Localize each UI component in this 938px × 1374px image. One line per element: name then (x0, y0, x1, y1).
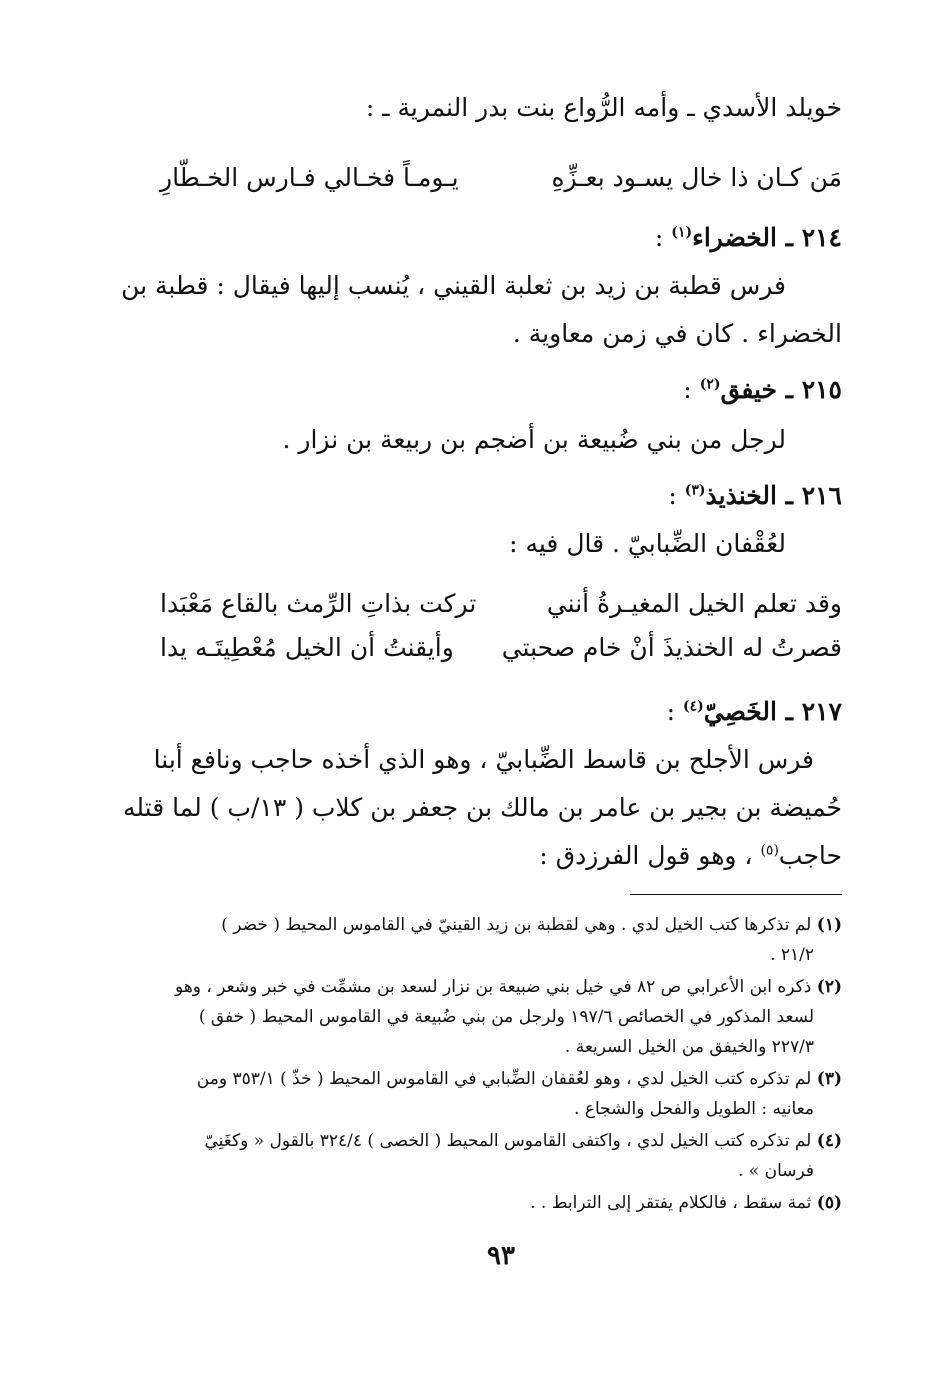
entry-colon: : (666, 697, 683, 726)
footnote-continuation: فرسان » . (737, 1161, 814, 1181)
footnote-continuation: ٢٢٧/٣ والخيفق من الخيل السريعة . (564, 1037, 814, 1057)
footnote-3 (160, 1064, 842, 1094)
verse-first-hemistich: وقد تعلم الخيل المغيـرةُ أنني (546, 589, 842, 618)
verse-second-hemistich: تركت بذاتِ الرِّمث بالقاع مَعْبَدا (160, 589, 477, 618)
paragraph-line: لرجل من بني ضُبيعة بن أضجم بن ربيعة بن نزار . (282, 425, 786, 454)
entry-heading-214 (160, 218, 842, 258)
verse-first-hemistich: قصرتُ له الخنذيذَ أنْ خام صحبتي (501, 633, 842, 662)
paragraph-line: فرس الأجلح بن قاسط الضِّبابيّ ، وهو الذي أخذه حاجب ونافع أبنا (153, 745, 814, 774)
entry-number: ٢١٤ ـ (776, 223, 842, 252)
entry-name: الخَصِيّ (703, 697, 777, 726)
entry-number: ٢١٦ ـ (776, 481, 842, 510)
footnote-text: ثمة سقط ، فالكلام يفتقر إلى الترابط . . (530, 1193, 812, 1213)
paragraph-line (160, 836, 842, 876)
page-number: ٩٣ (487, 1241, 515, 1271)
paragraph-text: حاجب (778, 841, 842, 870)
entry-colon: : (654, 223, 672, 252)
footnote-5 (160, 1188, 842, 1218)
paragraph-line: لعُقْفان الضِّبابيّ . قال فيه : (509, 529, 786, 558)
entry-number: ٢١٧ ـ (776, 697, 842, 726)
entry-colon: : (668, 481, 685, 510)
entry-name: الخضراء (692, 223, 777, 252)
entry-name: خيفق (720, 375, 777, 404)
entry-heading-216 (160, 476, 842, 516)
footnote-continuation: معانيه : الطويل والفحل والشجاع . (574, 1099, 814, 1119)
entry-number: ٢١٥ ـ (776, 375, 842, 404)
verse-second-hemistich: يـومـاً فخـالي فـارس الخـطّارِ (160, 163, 459, 192)
entry-name: الخنذيذ (705, 481, 777, 510)
entry-heading-215 (160, 370, 842, 410)
verse-line (160, 584, 842, 624)
footnote-continuation: لسعد المذكور في الخصائص ١٩٧/٦ ولرجل من بني ضُبيعة في القاموس المحيط ( خفق ) (198, 1007, 814, 1027)
footnote-2 (160, 972, 842, 1002)
footnote-text: لم تذكرها كتب الخيل لدي . وهي لقطبة بن زيد القينيّ في القاموس المحيط ( خضر ) (221, 915, 812, 935)
footnote-ref: (٣) (684, 482, 706, 499)
footnote-ref: (٢) (699, 376, 721, 393)
entry-colon: : (683, 375, 700, 404)
footnote-number: (٣) (816, 1069, 842, 1089)
text-line: خويلد الأسدي ـ وأمه الرُّواع بنت بدر النمرية ـ : (365, 93, 842, 122)
paragraph-text: ، وهو قول الفرزدق : (539, 841, 753, 870)
verse-line (160, 158, 842, 198)
footnote-number: (٤) (816, 1131, 842, 1151)
verse-line (160, 628, 842, 668)
book-page (121, 88, 842, 1318)
footnote-text: لم تذكره كتب الخيل لدي ، واكتفى القاموس المحيط ( الخصى ) ٣٢٤/٤ بالقول « وكغَنِيّ (204, 1131, 812, 1151)
paragraph-line: فرس قطبة بن زيد بن ثعلبة القيني ، يُنسب إليها فيقال : قطبة بن (121, 271, 786, 300)
footnote-number: (١) (816, 915, 842, 935)
footnote-continuation: ٢١/٢ . (770, 945, 814, 965)
footnote-ref: (٤) (682, 698, 704, 715)
footnote-ref: (٥) (760, 842, 779, 859)
verse-second-hemistich: وأيقنتُ أن الخيل مُعْطِيتَـه يدا (160, 633, 454, 662)
paragraph-line: حُميضة بن بجير بن عامر بن مالك بن جعفر بن كلاب ( ١٣/ب ) لما قتله (122, 793, 842, 822)
footnote-ref: (١) (671, 224, 693, 241)
verse-first-hemistich: مَن كـان ذا خال يسـود بعـزِّهِ (551, 163, 842, 192)
footnote-number: (٢) (816, 977, 842, 997)
paragraph-line: الخضراء . كان في زمن معاوية . (512, 319, 842, 348)
footnote-number: (٥) (816, 1193, 842, 1213)
footnote-text: ذكره ابن الأعرابي ص ٨٢ في خيل بني ضبيعة بن نزار لسعد بن مشمِّت في خبر وشعر ، وهو (175, 977, 812, 997)
footnote-4 (160, 1126, 842, 1156)
footnote-text: لم تذكره كتب الخيل لدي ، وهو لعُقفان الضِّبابي في القاموس المحيط ( خذّ ) ٣٥٣/١ ومن (196, 1069, 812, 1089)
footnote-separator (630, 894, 842, 895)
footnote-1 (160, 910, 842, 940)
entry-heading-217 (160, 692, 842, 732)
